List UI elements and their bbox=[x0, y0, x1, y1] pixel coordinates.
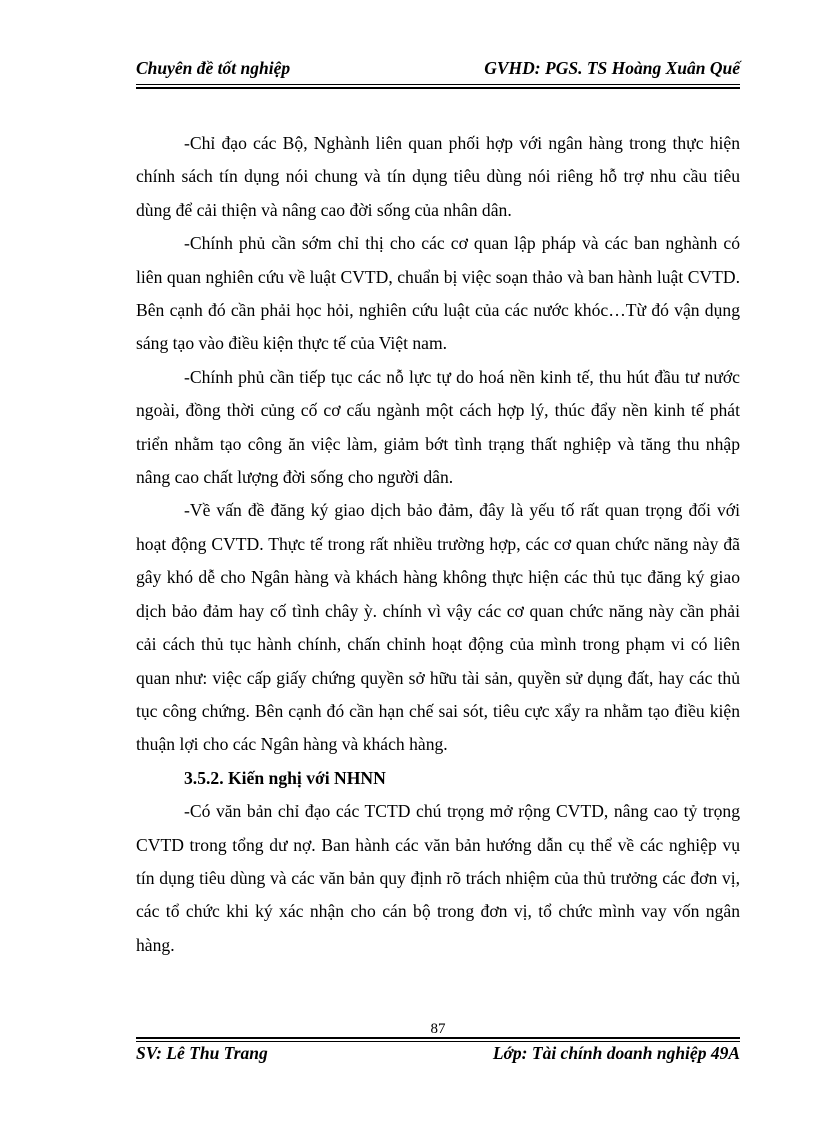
page-content bbox=[136, 127, 740, 962]
page-header bbox=[136, 58, 740, 82]
section-heading: 3.5.2. Kiến nghị với NHNN bbox=[184, 767, 386, 788]
page-number: 87 bbox=[430, 1021, 446, 1037]
footer-rule bbox=[136, 1037, 740, 1042]
header-rule bbox=[136, 84, 740, 89]
section-paragraph: -Có văn bản chỉ đạo các TCTD chú trọng mở rộng CVTD, nâng cao tỷ trọng CVTD trong tổng dư nợ. Ban hành các văn bản hướng dẫn cụ thể về các nghiệp vụ tín dụng tiêu dùng và các văn bản quy định rõ trách nhiệm của thủ trưởng các đơn vị, các tổ chức khi ký xác nhận cho cán bộ trong đơn vị, tổ chức mình vay vốn ngân hàng. bbox=[136, 801, 740, 955]
paragraph-2: -Chính phủ cần sớm chỉ thị cho các cơ quan lập pháp và các ban nghành có liên quan nghiên cứu về luật CVTD, chuẩn bị việc soạn thảo và ban hành luật CVTD. Bên cạnh đó cần phải học hỏi, nghiên cứu luật của các nước khóc…Từ đó vận dụng sáng tạo vào điều kiện thực tế của Việt nam. bbox=[136, 233, 740, 354]
paragraph-4: -Về vấn đề đăng ký giao dịch bảo đảm, đây là yếu tố rất quan trọng đối với hoạt động CVTD. Thực tế trong rất nhiều trường hợp, các cơ quan chức năng này đã gây khó dễ cho Ngân hàng và khách hàng không thực hiện các thủ tục đăng ký giao dịch bảo đảm hay cố tình chây ỳ. chính vì vậy các cơ quan chức năng này cần phải cải cách thủ tục hành chính, chấn chỉnh hoạt động của mình trong phạm vi có liên quan như: việc cấp giấy chứng quyền sở hữu tài sản, quyền sử dụng đất, hay các thủ tục công chứng. Bên cạnh đó cần hạn chế sai sót, tiêu cực xẩy ra nhằm tạo điều kiện thuận lợi cho các Ngân hàng và khách hàng. bbox=[136, 500, 740, 755]
header-document-type: Chuyên đề tốt nghiệp bbox=[136, 58, 291, 78]
header-supervisor: GVHD: PGS. TS Hoàng Xuân Quế bbox=[484, 58, 740, 78]
page-footer bbox=[136, 1043, 740, 1064]
paragraph-1: -Chỉ đạo các Bộ, Nghành liên quan phối hợp với ngân hàng trong thực hiện chính sách tín dụng nói chung và tín dụng tiêu dùng nói riêng hỗ trợ nhu cầu tiêu dùng để cải thiện và nâng cao đời sống của nhân dân. bbox=[136, 133, 740, 220]
paragraph-3: -Chính phủ cần tiếp tục các nỗ lực tự do hoá nền kinh tế, thu hút đầu tư nước ngoài, đồng thời củng cố cơ cấu ngành một cách hợp lý, thúc đẩy nền kinh tế phát triển nhằm tạo công ăn việc làm, giảm bớt tình trạng thất nghiệp và tăng thu nhập nâng cao chất lượng đời sống cho người dân. bbox=[136, 366, 740, 488]
footer-class: Lớp: Tài chính doanh nghiệp 49A bbox=[492, 1043, 740, 1063]
footer-student: SV: Lê Thu Trang bbox=[136, 1043, 268, 1063]
